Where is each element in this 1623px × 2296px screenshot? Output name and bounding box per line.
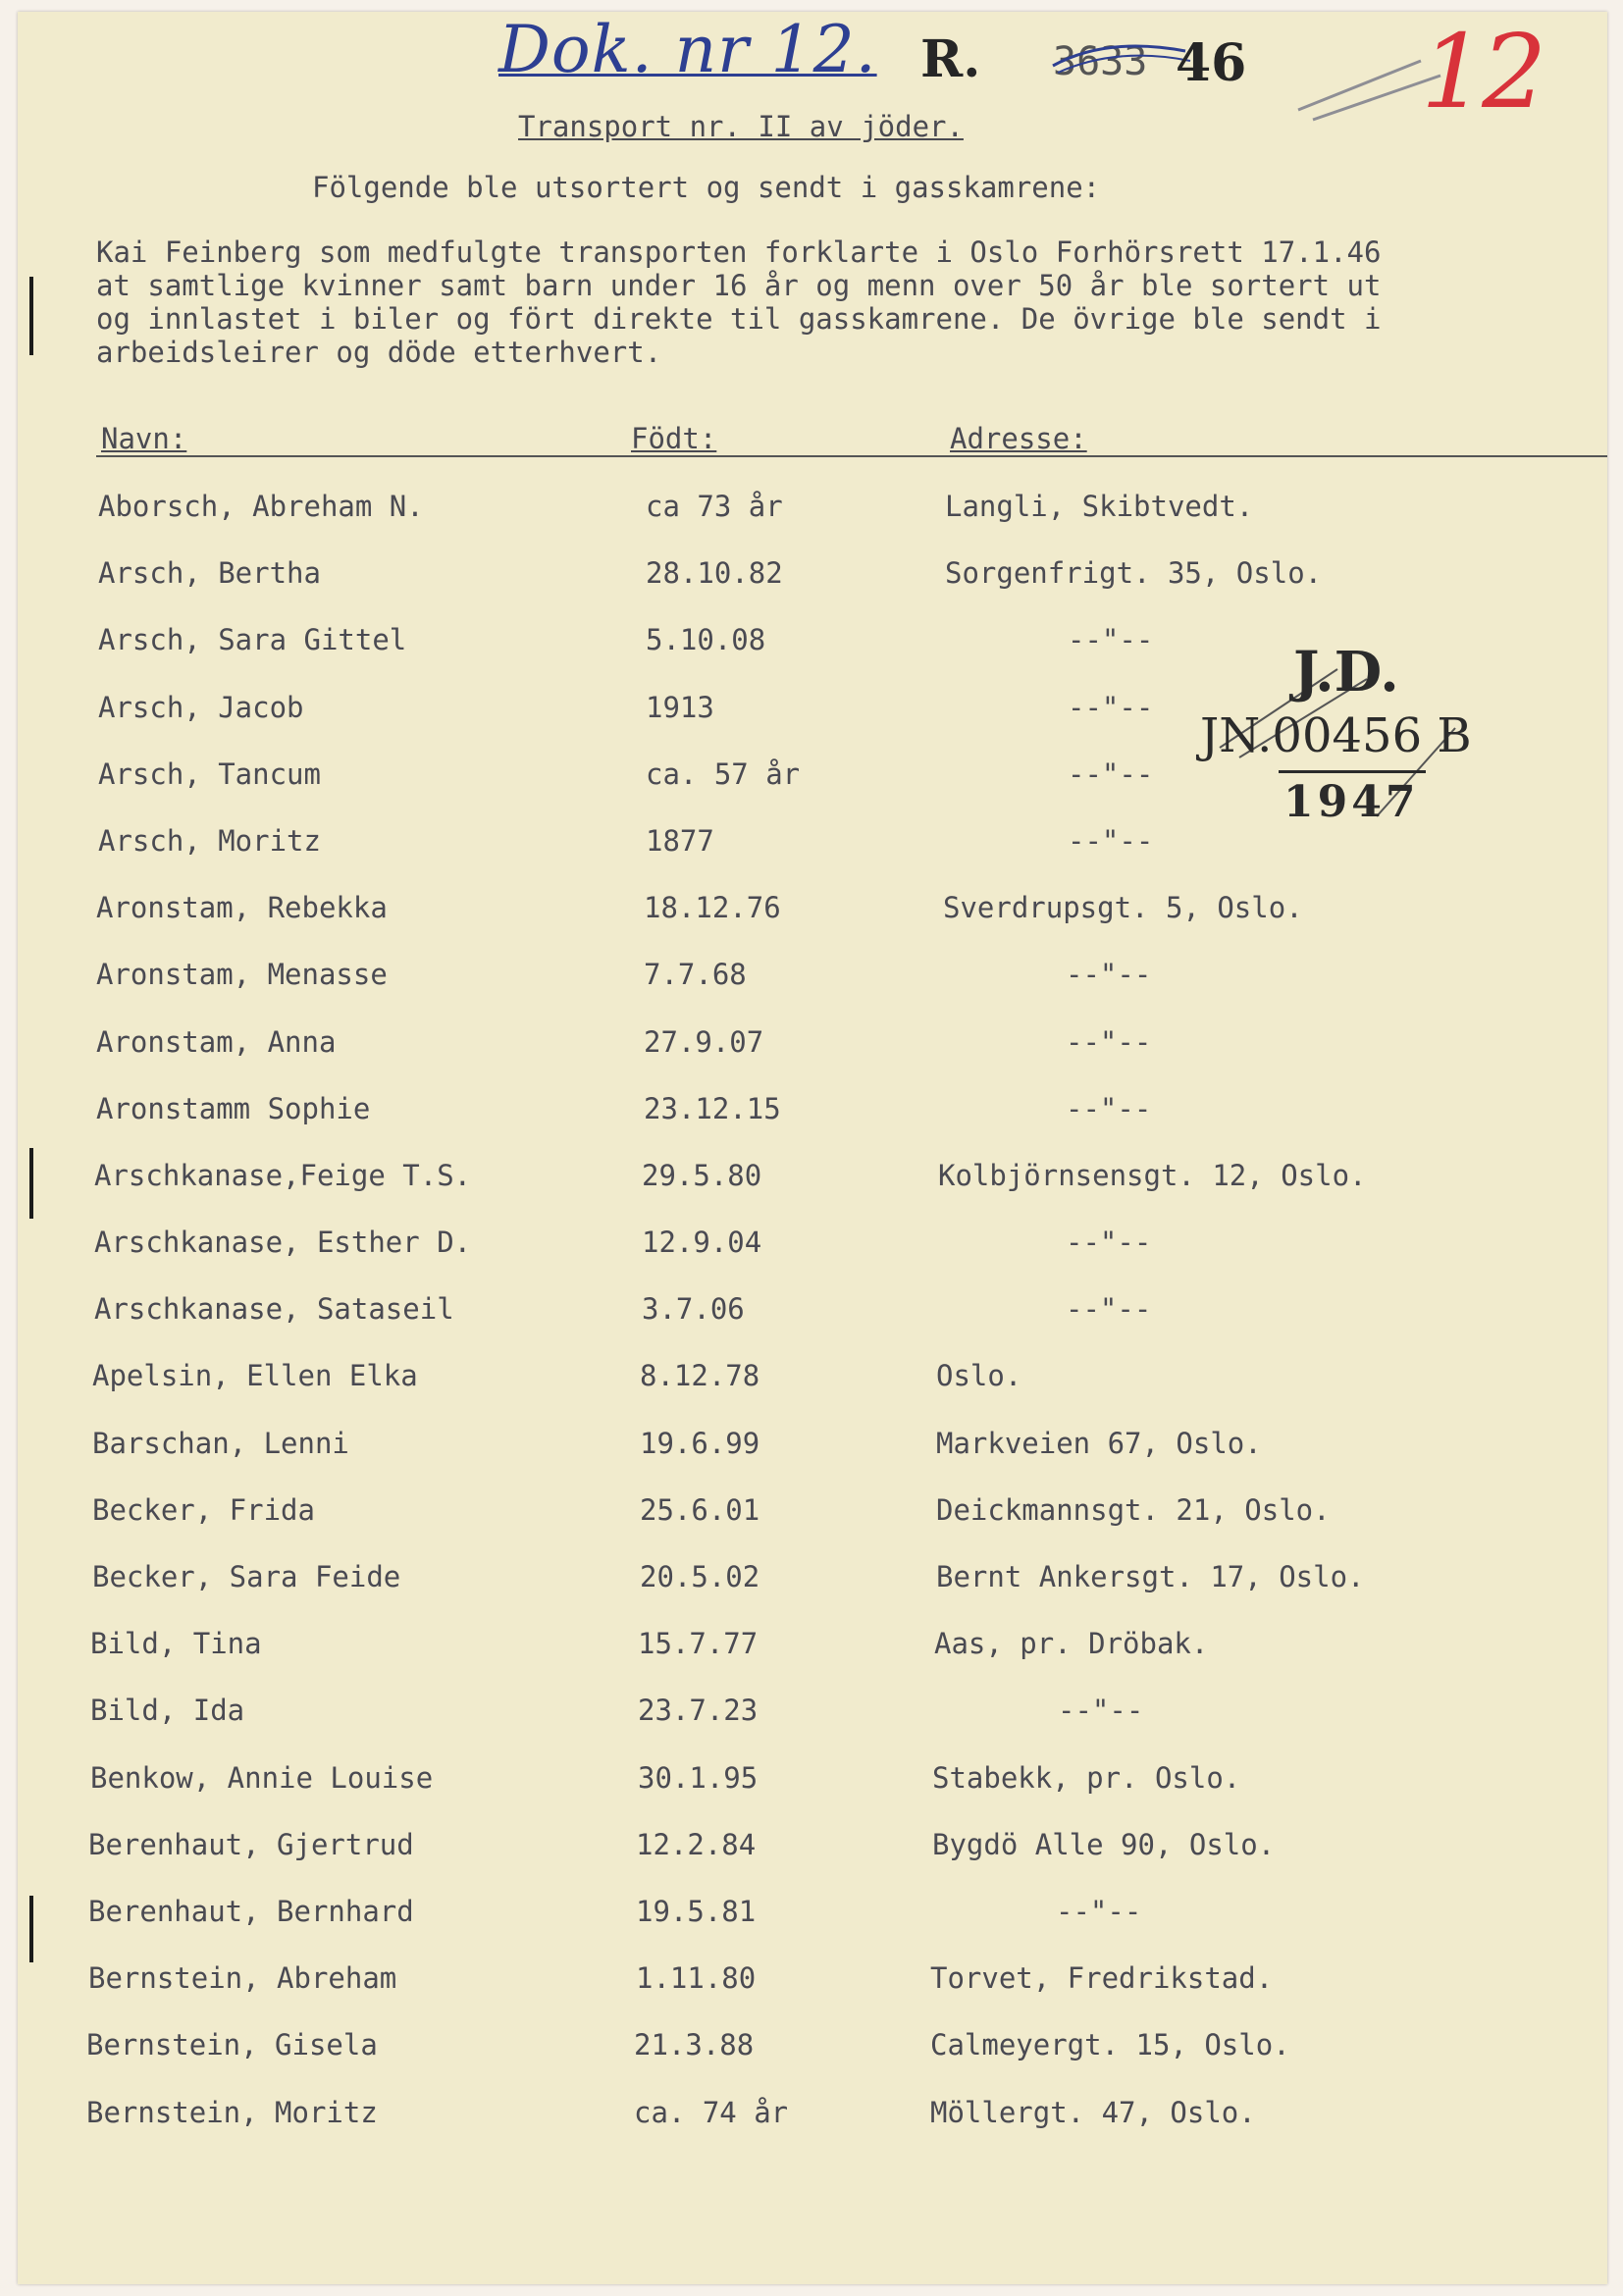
list-item (18, 874, 1607, 941)
document-subtitle: Fölgende ble utsortert og sendt i gasskamrene: (312, 171, 1101, 204)
person-born: 28.10.82 (646, 556, 783, 591)
list-item (18, 1009, 1607, 1075)
person-name: Apelsin, Ellen Elka (92, 1359, 418, 1393)
red-pencil-number: 12 (1421, 12, 1544, 131)
person-address: --"-- (1066, 1226, 1152, 1260)
person-name: Arsch, Jacob (98, 690, 304, 724)
intro-paragraph (96, 235, 1588, 369)
stamp-letter: R. (920, 29, 981, 89)
person-address: --"-- (1066, 1292, 1152, 1327)
person-name: Arsch, Bertha (98, 556, 321, 591)
column-header-name: Navn: (101, 422, 187, 455)
registry-stamp (1200, 640, 1593, 836)
person-address: --"-- (1068, 823, 1154, 858)
person-address: Sverdrupsgt. 5, Oslo. (943, 891, 1303, 925)
person-born: 8.12.78 (640, 1359, 760, 1393)
list-item (18, 1477, 1607, 1543)
person-born: 21.3.88 (634, 2028, 755, 2062)
person-born: 1877 (646, 823, 714, 858)
person-name: Bernstein, Moritz (86, 2095, 378, 2129)
list-item (18, 2079, 1607, 2146)
list-item (18, 1543, 1607, 1610)
person-name: Barschan, Lenni (92, 1426, 349, 1460)
person-name: Berenhaut, Bernhard (88, 1894, 414, 1928)
struck-number: 3633 (1053, 39, 1148, 84)
person-name: Becker, Frida (92, 1492, 315, 1527)
list-item (18, 1342, 1607, 1409)
person-address: --"-- (1068, 623, 1154, 657)
person-born: 23.12.15 (644, 1091, 781, 1125)
person-address: --"-- (1066, 1091, 1152, 1125)
person-name: Arsch, Tancum (98, 757, 321, 791)
person-address: Sorgenfrigt. 35, Oslo. (945, 556, 1323, 591)
intro-line: Kai Feinberg som medfulgte transporten forklarte i Oslo Forhörsrett 17.1.46 (96, 235, 1382, 269)
person-address: --"-- (1066, 958, 1152, 992)
person-born: 19.5.81 (636, 1894, 757, 1928)
person-address: Langli, Skibtvedt. (945, 490, 1254, 523)
blue-strikethrough (1048, 31, 1195, 80)
list-item (18, 1075, 1607, 1142)
list-item (18, 1410, 1607, 1477)
person-name: Becker, Sara Feide (92, 1560, 401, 1593)
stamp-journal-number: JN.00456 B (1200, 708, 1472, 763)
person-address: Oslo. (936, 1359, 1022, 1393)
person-born: 18.12.76 (644, 891, 781, 925)
person-address: --"-- (1068, 757, 1154, 791)
person-name: Benkow, Annie Louise (90, 1760, 434, 1795)
document-page (18, 12, 1607, 2284)
person-name: Aborsch, Abreham N. (98, 490, 424, 523)
person-born: ca 73 år (646, 490, 783, 523)
person-address: Torvet, Fredrikstad. (930, 1961, 1274, 1996)
person-name: Aronstam, Rebekka (96, 891, 388, 925)
list-item (18, 1878, 1607, 1945)
document-title: Transport nr. II av jöder. (518, 110, 964, 143)
person-address: Markveien 67, Oslo. (936, 1426, 1262, 1460)
person-name: Bild, Ida (90, 1694, 245, 1728)
person-born: 19.6.99 (640, 1426, 760, 1460)
person-born: 15.7.77 (638, 1627, 759, 1661)
list-item (18, 1811, 1607, 1878)
person-address: --"-- (1066, 1024, 1152, 1059)
person-address: Bernt Ankersgt. 17, Oslo. (936, 1560, 1365, 1593)
list-item (18, 2011, 1607, 2078)
person-born: 12.2.84 (636, 1827, 757, 1861)
list-item (18, 540, 1607, 606)
person-address: Deickmannsgt. 21, Oslo. (936, 1492, 1331, 1527)
person-born: 7.7.68 (644, 958, 747, 992)
stamp-number: 46 (1176, 33, 1247, 93)
list-item (18, 941, 1607, 1008)
column-header-address: Adresse: (950, 422, 1087, 455)
person-name: Bernstein, Abreham (88, 1961, 397, 1996)
person-name: Arschkanase,Feige T.S. (94, 1158, 472, 1192)
stamp-initials: J.D. (1293, 640, 1399, 704)
person-address: Calmeyergt. 15, Oslo. (930, 2028, 1290, 2062)
person-name: Aronstamm Sophie (96, 1091, 371, 1125)
person-born: 29.5.80 (642, 1158, 762, 1192)
stamp-divider (1279, 770, 1426, 773)
margin-mark (29, 277, 33, 355)
person-name: Aronstam, Menasse (96, 958, 388, 992)
list-item (18, 1142, 1607, 1209)
person-born: 25.6.01 (640, 1492, 760, 1527)
intro-line: arbeidsleirer og döde etterhvert. (96, 336, 662, 369)
person-name: Arschkanase, Esther D. (94, 1226, 472, 1260)
person-address: Möllergt. 47, Oslo. (930, 2095, 1256, 2129)
list-item (18, 1209, 1607, 1276)
person-name: Aronstam, Anna (96, 1024, 337, 1059)
list-item (18, 1610, 1607, 1677)
person-born: 23.7.23 (638, 1694, 759, 1728)
person-name: Arsch, Sara Gittel (98, 623, 407, 657)
person-born: 1913 (646, 690, 714, 724)
person-name: Bernstein, Gisela (86, 2028, 378, 2062)
person-address: Kolbjörnsensgt. 12, Oslo. (938, 1158, 1367, 1192)
person-born: ca. 74 år (634, 2095, 789, 2129)
person-address: --"-- (1068, 690, 1154, 724)
person-name: Arsch, Moritz (98, 823, 321, 858)
person-address: Aas, pr. Dröbak. (934, 1627, 1209, 1661)
person-born: 1.11.80 (636, 1961, 757, 1996)
person-born: 27.9.07 (644, 1024, 764, 1059)
person-born: 5.10.08 (646, 623, 766, 657)
handwritten-document-reference: Dok. nr 12. (498, 12, 877, 87)
person-born: 20.5.02 (640, 1560, 760, 1593)
person-name: Bild, Tina (90, 1627, 262, 1661)
column-header-born: Födt: (631, 422, 717, 455)
list-item (18, 1677, 1607, 1744)
person-address: Stabekk, pr. Oslo. (932, 1760, 1241, 1795)
person-born: 30.1.95 (638, 1760, 759, 1795)
list-item (18, 1276, 1607, 1342)
stamp-year: 1947 (1283, 777, 1420, 827)
list-item (18, 1945, 1607, 2011)
person-born: 3.7.06 (642, 1292, 745, 1327)
intro-line: at samtlige kvinner samt barn under 16 år og menn over 50 år ble sortert ut (96, 269, 1382, 302)
person-name: Berenhaut, Gjertrud (88, 1827, 414, 1861)
list-item (18, 473, 1607, 540)
person-address: --"-- (1058, 1694, 1144, 1728)
list-item (18, 1745, 1607, 1811)
intro-line: og innlastet i biler og fört direkte til gasskamrene. De övrige ble sendt i (96, 302, 1382, 336)
person-address: Bygdö Alle 90, Oslo. (932, 1827, 1276, 1861)
person-address: --"-- (1056, 1894, 1142, 1928)
person-born: 12.9.04 (642, 1226, 762, 1260)
person-born: ca. 57 år (646, 757, 801, 791)
header-rule (96, 455, 1607, 457)
person-name: Arschkanase, Sataseil (94, 1292, 454, 1327)
